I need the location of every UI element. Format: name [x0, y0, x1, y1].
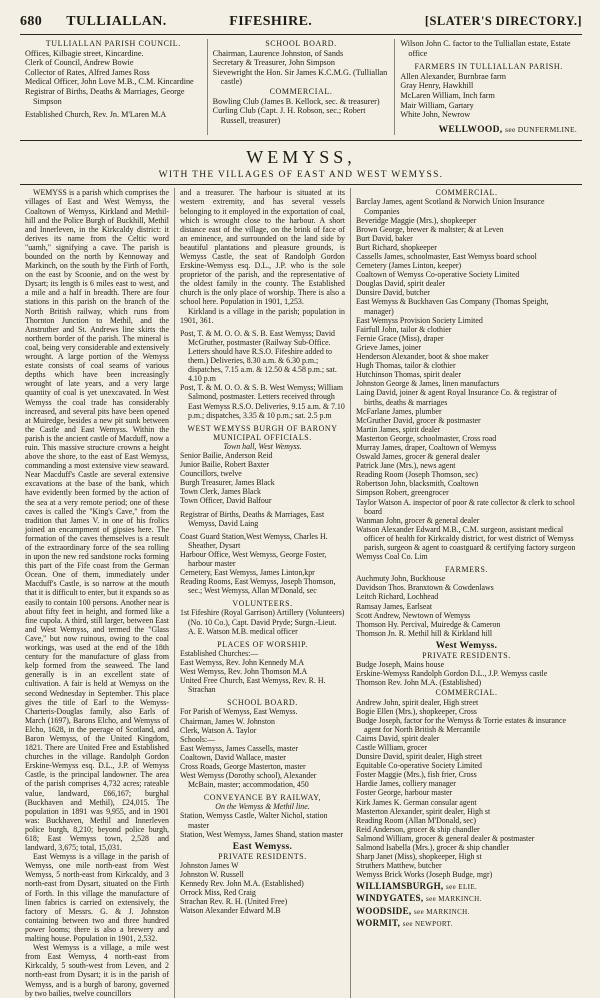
list-item: Thomson Hy. Percival, Muiredge & Cameron: [356, 619, 501, 629]
west-wemyss-private-heading: PRIVATE RESIDENTS.: [422, 651, 511, 661]
list-item: Wemyss Brick Works (Joseph Budge, mgr): [356, 870, 493, 880]
see-reference: [356, 907, 577, 917]
list-item: Gray Henry, Hawkhill: [400, 81, 474, 91]
worship-heading: PLACES OF WORSHIP.: [217, 639, 308, 649]
list-item: Beveridge Maggie (Mrs.), shopkeeper: [356, 215, 477, 225]
list-item: Coast Guard Station,West Wemyss, Charles H. Sheather, Dysart: [180, 531, 328, 550]
list-item: Leitch Richard, Lochhead: [356, 592, 439, 602]
list-item: White John, Newrow: [400, 110, 471, 120]
list-item: East Wemyss, James Cassells, master: [180, 743, 299, 753]
registrar-entry: Registrar of Births, Deaths & Marriages, East Wemyss, David Laing: [180, 509, 325, 528]
list-item: East Wemyss & Buckhaven Gas Company (Thomas Speight, manager): [356, 297, 549, 316]
see-reference-name: WINDYGATES,: [356, 893, 426, 904]
list-item: Robertson John, blacksmith, Coaltown: [356, 479, 479, 489]
list-item: Harbour Office, West Wemyss, George Foster, harbour master: [180, 549, 327, 568]
list-item: Patrick Jane (Mrs.), news agent: [356, 461, 456, 471]
list-item: Oswald James, grocer & general dealer: [356, 452, 481, 462]
list-item: Douglas David, spirit dealer: [356, 279, 445, 289]
see-reference-target: see NEWPORT.: [402, 919, 453, 928]
see-reference-target: see MARKINCH.: [414, 907, 470, 916]
list-item: Wanman John, grocer & general dealer: [356, 515, 480, 525]
list-item: Davidson Thos. Branxtown & Cowdenlaws: [356, 583, 494, 593]
see-reference-name: WORMIT,: [356, 917, 403, 928]
town-hall-subheading: Town hall, West Wemyss.: [223, 441, 302, 451]
east-wemyss-heading: East Wemyss.: [232, 841, 293, 852]
list-item: United Free Church, East Wemyss, Rev. R. H. Strachan: [180, 676, 326, 695]
west-wemyss-commercial-list: [356, 698, 577, 880]
list-item: Chairman, Laurence Johnston, of Sands: [212, 48, 344, 58]
list-item: Secretary & Treasurer, John Simpson: [212, 58, 335, 68]
list-item: Station, West Wemyss, James Shand, station master: [180, 829, 344, 839]
list-item: Sharp Janet (Miss), shopkeeper, High st: [356, 852, 482, 862]
place-heading: TULLIALLAN.: [66, 14, 167, 29]
list-item: Salmond William, grocer & general dealer & postmaster: [356, 833, 535, 843]
list-item: Fairfull John, tailor & clothier: [356, 324, 452, 334]
list-item: McLaren William, Inch farm: [400, 90, 495, 100]
wemyss-columns: [20, 188, 582, 997]
list-item: Thomson Rev. John M.A. (Established): [356, 678, 482, 688]
list-item: Foster Maggie (Mrs.), fish frier, Cross: [356, 770, 477, 780]
list-item: East Wemyss, Rev. John Kennedy M.A: [180, 657, 305, 667]
list-item: Mair William, Gartary: [400, 100, 474, 110]
burgh-officials-list: [180, 451, 345, 506]
list-item: Collector of Rates, Alfred James Ross: [25, 67, 150, 77]
list-item: Reading Rooms, East Wemyss, Joseph Thomson, sec.; West Wemyss, Allan M'Donald, sec: [180, 577, 336, 596]
burgh-heading: WEST WEMYSS BURGH OF BARONY MUNICIPAL OFFICIALS.: [187, 423, 338, 442]
list-item: Salmond Isabella (Mrs.), grocer & ship chandler: [356, 843, 509, 852]
description-column: [20, 188, 174, 997]
list-item: Johnston W. Russell: [180, 870, 244, 879]
list-item: Masterton Alexander, spirit dealer, High st: [356, 806, 491, 816]
list-item: Dunsire David, spirit dealer, High street: [356, 752, 483, 762]
volunteers-entry: 1st Fifeshire (Royal Garrison) Artillery (Volunteers) (No. 10 Co.), Capt. David Pryde; Surgn.-Lieut. A. E. Watson M.B. medical officer: [180, 608, 345, 636]
list-item: Offices, Kilbagie street, Kincardine.: [25, 48, 144, 58]
tulliallan-continuation: [20, 39, 582, 135]
factor-entry: [400, 39, 577, 58]
railway-heading: CONVEYANCE BY RAILWAY,: [203, 793, 322, 803]
see-reference-name: WOODSIDE,: [356, 905, 415, 916]
list-item: Hardie James, colliery manager: [356, 779, 456, 789]
list-item: Struthers Matthew, butcher: [356, 861, 442, 871]
list-item: Chairman, James W. Johnston: [180, 716, 275, 726]
list-item: Dunsire David, butcher: [356, 288, 430, 298]
description-paragraph: East Wemyss is a village in the parish of Wemyss, one mile north-east from West Wemyss, 5 north-east from Kirkcaldy, and 3 north-east from Dysart, situated on the Firth of Forth. In this village the manufacture of linen fabrics is carried on extensively, the factory of Messrs. G. & J. Johnston containing between two and three hundred power looms; there is also a brewery and malting house. Population in 1901, 2,532.: [25, 852, 169, 944]
description-paragraph: WEMYSS is a parish which comprises the villages of East and West Wemyss, the Coaltown of Wemyss, Kirkland and Methil-hill and the Police Burgh of Buckhill, Methil and Innerleven, in the Kirkcaldy district: it derives its name from the Celtic word "uamh," signifying a cave. The parish is bounded on the north by Kennoway and Markinch, on the south by the Firth of Forth, on the east by Scoonie, and on the west by Dysart; its length is 6 miles east to west, and a mile and a half in breadth. There are four stations in this parish on the branch of the North British railway, which runs from Thornton Junction to Methil, and the Anstruther and St. Andrews line skirts the northern border of the parish. The mineral is coal, being very considerable and extensively wrought. A large portion of the Wemyss estate consists of coal seams of various depths which have been increasingly wrought of late years, and a very large quantity of coal is yet unexcavated. In West Wemyss the coal trade has considerably increased, and several pits have been opened at Muiredge, besides a new pit sunk between the Castle and East Wemyss. Within the parish is the ancient castle of Macduff, now a ruin. This massive structure crowns a height above the shore, to the east of East Wemyss, commanding a most extensive view seaward. Near Macduff's Castle are several extensive excavations at the base of the bank, which have evidently been formed by the action of the sea at a very remote period; one of these caves is called the "King's Cave," from the tradition that James V. in one of his frolics joined an encampment of gipsies here. The formation of the caves themselves is a result of the extraordinary force of the sea rolling in upon the new red sandstone rocks forming this part of the Fife coast from the German Ocean. One of them, immediately under Macduff's Castle, is so narrow at the mouth that it is difficult to enter, but it expands so as easily to contain 100 persons. Another near is about fifty feet in height, and formed like a fine cupola. A third, still larger, between East and West Wemyss, and termed the "Glass Cave," but now ruinous, owing to the coal workings, was used at the end of the 18th century for the manufacture of glass from kelp formed from the seaweed. The land generally is in an excellent state of cultivation. A fair is held at Wemyss on the second Wednesday in September. This place gives the title of Earl to the Wemyss-Charteris-Douglas family, also Earls of March (1697), Barons Elcho, and Wemyss of Elcho, 1628, in the peerage of Scotland, and Baron Wemyss, of the United Kingdom, 1821. There are United Free and Established churches in the village. Randolph Gordon Erskine-Wemyss esq. D.L., J.P. of Wemyss Castle, is the principal landowner. The area of the parish comprises 4,732 acres; rateable value, landward, £66,167; burghal (Buckhaven and Methil), £24,015. The population in 1891 was 9,955, and in 1901 was: Buckhaven, Methil and Innerleven police burgh, 8,210; beyond police burgh, 618; East Wemyss town, 2,528 and landward, 3,675; total, 15,031.: [25, 188, 169, 853]
list-item: West Wemyss (Dorothy school), Alexander McBain, master; accommodation, 450: [180, 771, 317, 790]
list-item: Masterton George, schoolmaster, Cross road: [356, 433, 497, 443]
list-item: Martin James, spirit dealer: [356, 424, 441, 434]
list-item: Wemyss Coal Co. Lim: [356, 552, 428, 562]
list-item: Burt David, baker: [356, 233, 413, 243]
list-item: Budge Joseph, factor for the Wemyss & Torrie estates & insurance agent for North British & Mercantile: [356, 715, 566, 734]
see-reference-target: see MARKINCH.: [425, 895, 482, 904]
worship-list: [180, 658, 345, 694]
school-board-heading-2: SCHOOL BOARD.: [227, 698, 298, 708]
farmers-heading-main: FARMERS.: [444, 565, 489, 575]
list-item: Sievewright the Hon. Sir James K.C.M.G. (Tulliallan castle): [212, 67, 388, 87]
misc-entries: [180, 532, 345, 596]
farmers-heading: FARMERS IN TULLIALLAN PARISH.: [414, 62, 563, 72]
list-item: Cairns David, spirit dealer: [356, 733, 440, 743]
list-item: McFarlane James, plumber: [356, 406, 442, 416]
officials-column: [174, 188, 350, 997]
list-item: Reading Room (Joseph Thomson, sec): [356, 470, 478, 480]
west-wemyss-heading: West Wemyss.: [435, 640, 498, 651]
east-wemyss-residents: [180, 861, 345, 916]
commercial-heading-main: COMMERCIAL.: [435, 188, 498, 198]
see-reference-name: WELLWOOD,: [438, 124, 503, 135]
description-continued: and a treasurer. The harbour is situated at its western extremity, and has several vessels belonging to it employed in the exportation of coal, which is wrought close to the harbour. A short distance east of the village, on the brink of face of an eminence, and surrounded on the land side by beautiful plantations and pleasure grounds, is Wemyss Castle, the seat of Randolph Gordon Erskine-Wemyss esq. D.L., J.P. who is the sole proprietor of the parish, and the representative of the oldest family in the county. The Established church is the only place of worship. There is also a school here. Population in 1901, 1,253.: [180, 188, 345, 307]
list-item: Cemetery (James Linton, keeper): [356, 261, 462, 271]
list-item: Town Officer, David Balfour: [180, 496, 272, 506]
list-item: Curling Club (Capt. J. H. Robson, sec.; Robert Russell, treasurer): [212, 106, 366, 125]
list-item: Simpson Robert, greengrocer: [356, 488, 449, 498]
list-item: Henderson Alexander, boot & shoe maker: [356, 352, 489, 362]
list-item: Castle William, grocer: [356, 742, 428, 752]
list-item: Laing David, joiner & agent Royal Insurance Co. & registrar of births, deaths & marriages: [356, 388, 557, 407]
list-item: Thomson Jn. R. Methil hill & Kirkland hill: [356, 628, 493, 638]
post-office-entry: Post, T. & M. O. O. & S. B. East Wemyss; David McGruther, postmaster (Railway Sub-Office. Letters should have R.S.O. Fifeshire added to them.) Deliveries, 8.30 a.m. & 6.30 p.m.; dispatches, 7.15 a.m. & 12.50 & 4.58 p.m.; sat. 4.10 p.m: [180, 328, 337, 384]
list-item: Senior Bailie, Anderson Reid: [180, 450, 273, 460]
list-item: Allen Alexander, Burnbrae farm: [400, 71, 506, 81]
list-item: East Wemyss Provision Society Limited: [356, 315, 483, 325]
list-item: Foster George, harbour master: [356, 788, 453, 798]
list-item: Grieve James, joiner: [356, 342, 422, 352]
list-item: Erskine-Wemyss Randolph Gordon D.L., J.P. Wemyss castle: [356, 669, 548, 679]
see-reference-target: see ELIE.: [446, 883, 478, 892]
commercial-list: [356, 197, 577, 561]
worship-subheading: Established Churches:—: [180, 648, 259, 658]
school-board-subheading: For Parish of Wemyss, East Wemyss.: [180, 707, 298, 717]
list-item: Junior Bailie, Robert Baxter: [180, 460, 269, 470]
list-item: Bogie Ellen (Mrs.), shopkeeper, Cross: [356, 706, 477, 716]
description-paragraphs: [25, 188, 169, 997]
list-item: Medical Officer, John Love M.B., C.M. Kincardine: [25, 77, 194, 87]
list-item: Burt Richard, shopkeeper: [356, 242, 437, 252]
subtitle-rule: [20, 184, 582, 185]
see-reference: [356, 919, 577, 929]
list-item: Clerk, Watson A. Taylor: [180, 725, 257, 735]
see-references: [356, 882, 577, 928]
list-item: Hutchinson Thomas, spirit dealer: [356, 370, 462, 380]
post-office-entry: Post, T. & M. O. O. & S. B. West Wemyss; William Salmond, postmaster. Letters received through East Wemyss R.S.O. Deliveries, 9.15 a.m. & 7.10 p.m.; dispatches, 3.35 & 10 p.m.; sat. 2.5 p.m: [180, 383, 345, 420]
east-wemyss-private-heading: PRIVATE RESIDENTS.: [218, 851, 307, 861]
see-reference-target: see DUNFERMLINE.: [505, 124, 578, 134]
west-wemyss-commercial-heading: COMMERCIAL.: [435, 688, 498, 698]
header-rule: [20, 34, 582, 35]
list-item: Scott Andrew, Newtown of Wemyss: [356, 610, 471, 620]
school-board-heading: SCHOOL BOARD.: [265, 39, 337, 48]
list-item: Councillors, twelve: [180, 469, 242, 479]
list-item: Registrar of Births, Deaths & Marriages, George Simpson: [25, 86, 185, 106]
list-item: Ramsay James, Earlseat: [356, 601, 433, 611]
list-item: Brown George, brewer & maltster; & at Leven: [356, 224, 504, 234]
list-item: Barclay James, agent Scotland & Norwich Union Insurance Companies: [356, 197, 545, 216]
list-item: Burgh Treasurer, James Black: [180, 478, 275, 488]
list-item: Budge Joseph, Mains house: [356, 660, 445, 670]
see-reference-name: WILLIAMSBURGH,: [356, 881, 447, 892]
directory-heading: [SLATER'S DIRECTORY.]: [424, 14, 582, 28]
list-item: Station, Wemyss Castle, Walter Nichol, station master: [180, 811, 328, 830]
list-item: Johnston James W: [180, 860, 239, 870]
county-heading: FIFESHIRE.: [229, 14, 313, 29]
top-column-3: [394, 39, 582, 135]
section-subtitle: WITH THE VILLAGES OF EAST AND WEST WEMYSS.: [158, 170, 444, 181]
top-column-2: [207, 39, 395, 135]
section-title: WEMYSS,: [246, 147, 356, 168]
list-item: Cross Roads, George Masterton, master: [180, 761, 306, 771]
list-item: McGruther David, grocer & postmaster: [356, 415, 481, 425]
list-item: Wilson John C. factor to the Tulliallan estate, Estate office: [400, 39, 571, 58]
page-number: 680: [20, 14, 43, 29]
railway-subheading: On the Wemyss & Methil line.: [215, 802, 310, 812]
running-head: [20, 14, 582, 30]
list-item: Reading Room (Allan M'Donald, sec): [356, 815, 476, 825]
list-item: Strachan Rev. R. H. (United Free): [180, 897, 288, 907]
section-rule: [20, 140, 582, 141]
west-wemyss-residents: [356, 660, 577, 687]
see-reference: [356, 882, 577, 892]
list-item: Auchmuty John, Buckhouse: [356, 574, 446, 584]
list-item: West Wemyss, Rev. John Thomson M.A: [180, 667, 308, 677]
commercial-column: [350, 188, 582, 997]
list-item: Clerk of Council, Andrew Bowie: [25, 58, 134, 68]
post-office-entries: [180, 329, 345, 420]
clubs-list: [213, 97, 390, 126]
established-church-entry: Established Church, Rev. Jn. M'Laren M.A: [25, 110, 167, 120]
parish-council-heading: TULLIALLAN PARISH COUNCIL.: [45, 39, 181, 48]
description-paragraph: West Wemyss is a village, a mile west from East Wemyss, 4 north-east from Kirkcaldy, 5 south-west from Leven, and 2 north-east from Dysart; it is in the parish of Wemyss, and is a burgh of barony, governed by two bailies, twelve councillors: [25, 943, 169, 998]
list-item: Bowling Club (James B. Kellock, sec. & treasurer): [212, 96, 380, 106]
volunteers-heading: VOLUNTEERS.: [232, 599, 293, 609]
list-item: Schools:—: [180, 734, 216, 744]
list-item: Reid Anderson, grocer & ship chandler: [356, 824, 480, 834]
list-item: Kennedy Rev. John M.A. (Established): [180, 879, 304, 889]
parish-council-list: [25, 49, 202, 107]
list-item: Murray James, draper, Coaltown of Wemyss: [356, 442, 497, 452]
wellwood-see-reference: [400, 125, 577, 136]
top-column-1: [20, 39, 207, 135]
farmers-list: [400, 72, 577, 120]
list-item: Hugh Thomas, tailor & clothier: [356, 361, 456, 371]
railway-entries: [180, 811, 345, 838]
farmers-list-main: [356, 574, 577, 638]
list-item: Watson Alexander Edward M.B., C.M. surgeon, assistant medical officer of health for Kirkcaldy district, for west district of Wemyss parish, surgeon & agent to coastguard & certifying factory surgeon: [356, 524, 576, 552]
list-item: Cemetery, East Wemyss, James Linton,kpr: [180, 568, 315, 578]
list-item: Orrock Miss, Red Craig: [180, 888, 256, 898]
list-item: Coaltown, David Wallace, master: [180, 752, 286, 762]
list-item: Taylor Watson A. inspector of poor & rate collector & clerk to school board: [356, 497, 575, 516]
list-item: Fernie Grace (Miss), draper: [356, 333, 444, 343]
list-item: Watson Alexander Edward M.B: [180, 906, 281, 916]
commercial-heading: COMMERCIAL.: [269, 86, 333, 96]
school-board-list: [213, 49, 390, 87]
list-item: Kirk James K. German consular agent: [356, 797, 477, 807]
school-board-entries: [180, 717, 345, 790]
list-item: Equitable Co-operative Society Limited: [356, 761, 482, 771]
list-item: Andrew John, spirit dealer, High street: [356, 697, 479, 707]
kirkland-paragraph: Kirkland is a village in the parish; population in 1901, 361.: [180, 306, 345, 325]
list-item: Coaltown of Wemyss Co-operative Society Limited: [356, 270, 520, 280]
list-item: Town Clerk, James Black: [180, 487, 261, 497]
see-reference: [356, 894, 577, 904]
list-item: Cassells James, schoolmaster, East Wemyss board school: [356, 252, 537, 261]
list-item: Johnston George & James, linen manufacturs: [356, 379, 500, 389]
